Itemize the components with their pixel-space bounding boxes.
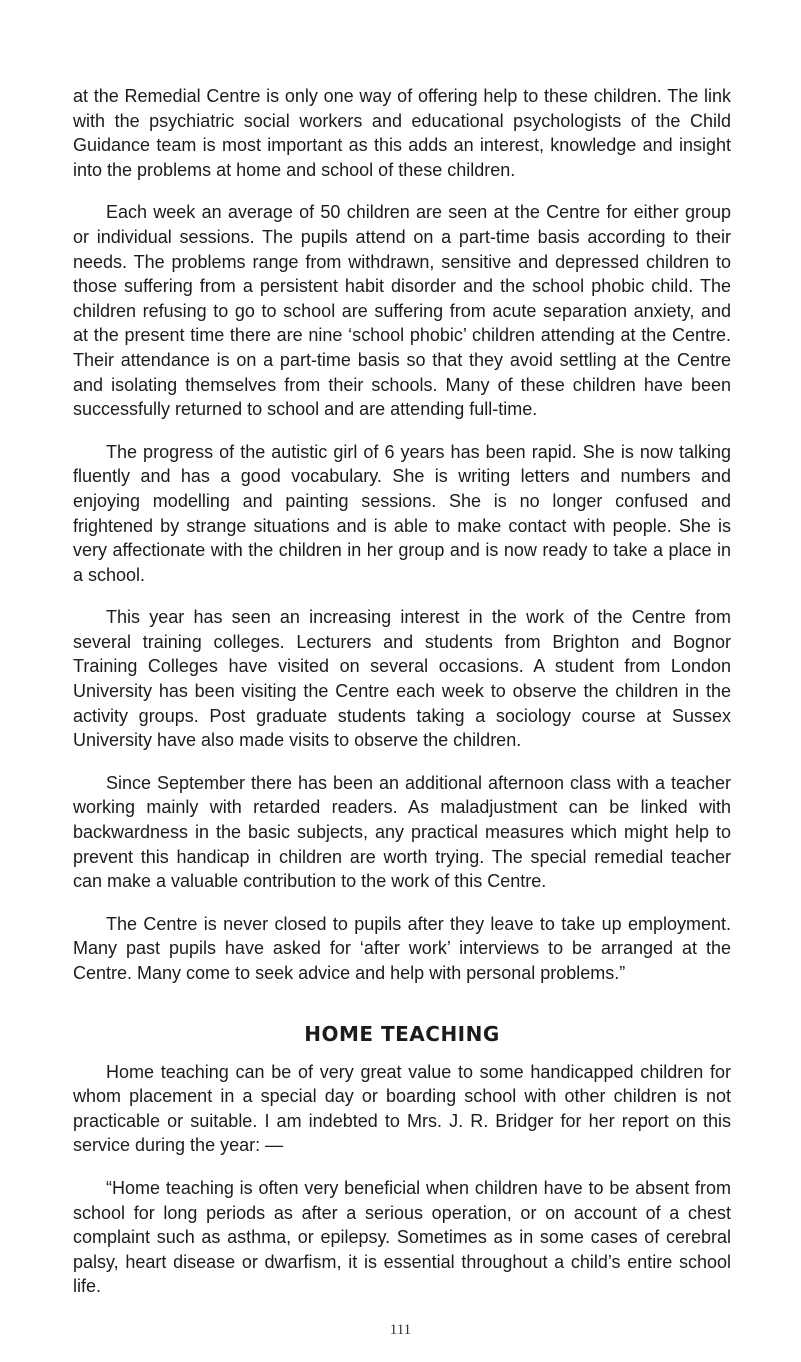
paragraph-afternoon-class: Since September there has been an additional afternoon class with a teacher working mainly with retarded readers. As maladjustment can be linked with backwardness in the basic subjects, any practical measures which might help to prevent this handicap in children are worth trying. The special remedial teacher can make a valuable contribution to the work of this Centre. [73, 772, 731, 892]
paragraph-home-teaching-value: Home teaching can be of very great value to some handicapped children for whom placement in a special day or boarding school with other children is not practicable or suitable. I am indebted to Mrs. J. R. Bridger for her report on this service during the year: — [73, 1061, 731, 1156]
paragraph-autistic-girl-progress: The progress of the autistic girl of 6 years has been rapid. She is now talking fluently and has a good vocabulary. She is writing letters and numbers and enjoying modelling and painting sessions. She is no longer confused and frightened by strange situations and is able to make contact with people. She is very affectionate with the children in her group and is now ready to take a place in a school. [73, 441, 731, 585]
paragraph-remedial-centre-link: at the Remedial Centre is only one way of offering help to these children. The link with the psychiatric social workers and educational psychologists of the Child Guidance team is most important as this adds an interest, knowledge and insight into the problems at home and school of these children. [73, 86, 731, 180]
page-body [73, 84, 731, 1317]
paragraph-training-colleges: This year has seen an increasing interest in the work of the Centre from several training colleges. Lecturers and students from Brighton and Bognor Training Colleges have visited on several occasions. A student from London University has been visiting the Centre each week to observe the children in the activity groups. Post graduate students taking a sociology course at Sussex University have also made visits to observe the children. [73, 607, 731, 751]
section-heading-home-teaching: HOME TEACHING [304, 1021, 500, 1046]
paragraph-past-pupils: The Centre is never closed to pupils after they leave to take up employment. Many past pupils have asked for ‘after work’ interviews to be arranged at the Centre. Many come to seek advice and help with personal problems.” [73, 913, 731, 983]
page-number: 111 [389, 1322, 412, 1338]
paragraph-weekly-attendance: Each week an average of 50 children are seen at the Centre for either group or individual sessions. The pupils attend on a part-time basis according to their needs. The problems range from withdrawn, sensitive and depressed children to those suffering from a persistent habit disorder and the school phobic child. The children refusing to go to school are suffering from acute separation anxiety, and at the present time there are nine ‘school phobic’ children attending at the Centre. Their attendance is on a part-time basis so that they avoid settling at the Centre and isolating themselves from their schools. Many of these children have been successfully returned to school and are attending full-time. [73, 202, 731, 420]
paragraph-home-teaching-beneficial: “Home teaching is often very beneficial when children have to be absent from school for long periods as after a serious operation, or on account of a chest complaint such as asthma, or epilepsy. Sometimes as in some cases of cerebral palsy, heart disease or dwarfism, it is essential throughout a child’s entire school life. [73, 1177, 731, 1297]
